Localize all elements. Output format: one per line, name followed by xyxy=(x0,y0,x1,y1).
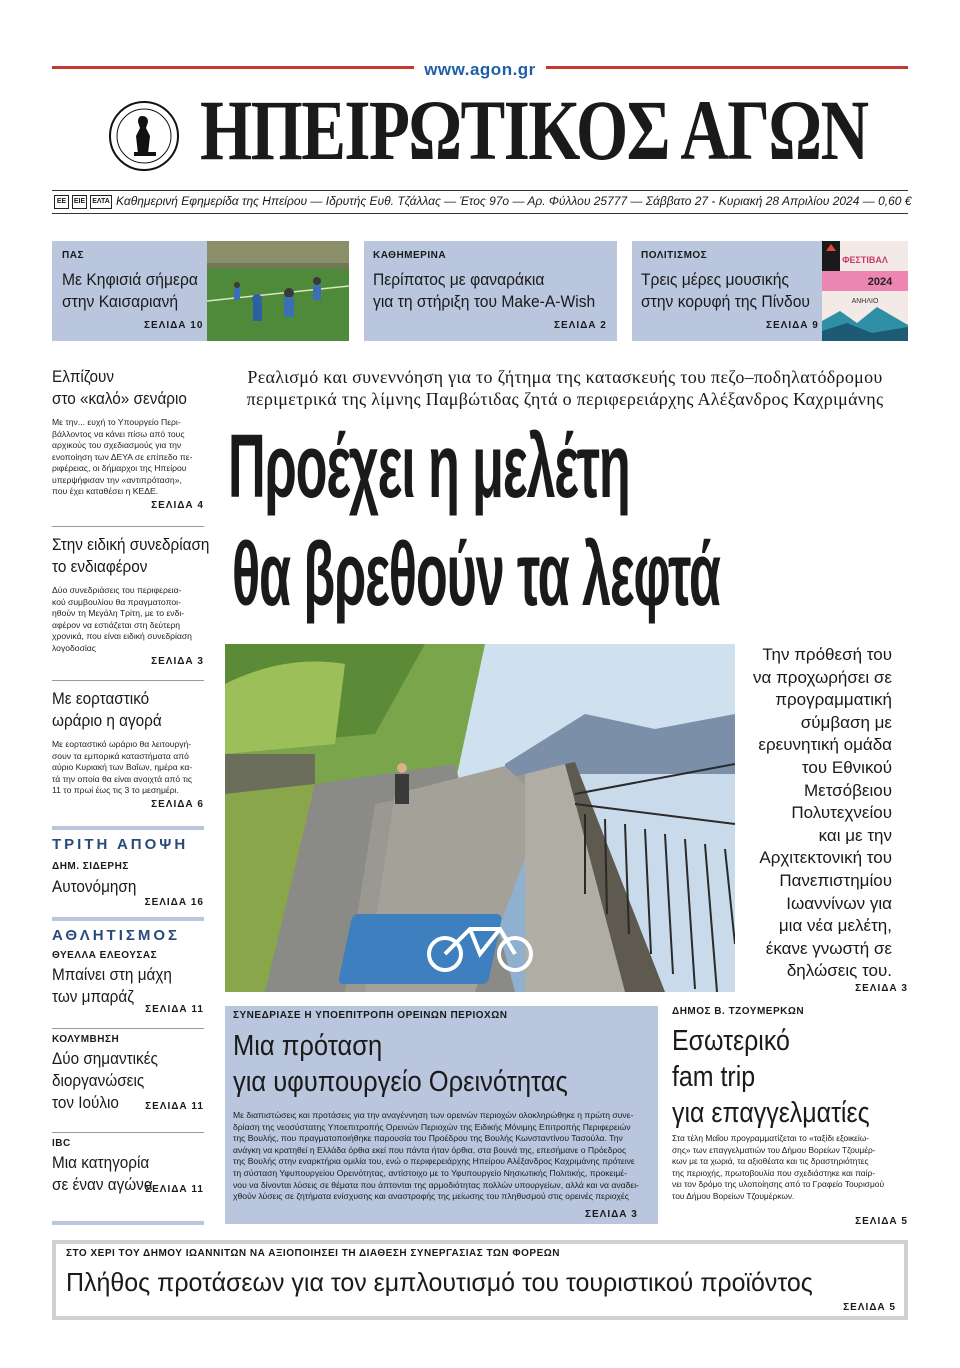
bottom-page-ref: ΣΕΛΙΔΑ 5 xyxy=(843,1302,896,1313)
sidebar-story-3[interactable] xyxy=(52,688,204,810)
opinion-title[interactable]: Αυτονόμηση xyxy=(52,877,137,896)
lead-deck: Ρεαλισμό και συνεννόηση για το ζήτημα της κατασκευής του πεζο–ποδηλατόδρομου περιμετρικά της λίμνης Παμβώτιδας ζητά ο περιφερειάρχης Αλέξανδρος Καχριμάνης xyxy=(246,367,884,409)
sports-item-1[interactable] xyxy=(52,950,204,1015)
sports-item-3[interactable] xyxy=(52,1138,204,1195)
story-body: Με την... ευχή το Υπουργείο Περι- βάλλοντος να κάνει πίσω από τους αρχικούς του σχεδιασμούς για την ενοποίηση των ΔΕΥΑ σε επίπεδο πε- ριφέρειας, οι δήμαρχοι της Ηπείρου υπερψήφισαν την «αντιπρόταση», που έχει καταθέσει η ΚΕΔΕ. xyxy=(52,417,193,496)
section-bar xyxy=(52,917,204,921)
lead-side-text: Την πρόθεσή του να προχωρήσει σε προγραμματική σύμβαση με ερευνητική ομάδα του Εθνικού Μετσόβειου Πολυτεχνείου και με την Αρχιτεκτονική του Πανεπιστημίου Ιωαννίνων για μια νέα μελέτη, έκανε γνωστή σε δηλώσεις του. xyxy=(753,645,892,981)
sports-title-line: Δύο σημαντικές xyxy=(52,1049,158,1068)
story-title-line: Στην ειδική συνεδρίαση xyxy=(52,535,210,554)
teaser-politismos[interactable] xyxy=(632,241,908,341)
masthead-title: ΗΠΕΙΡΩΤΙΚΟΣ ΑΓΩΝ xyxy=(200,82,868,178)
sports-page-ref: ΣΕΛΙΔΑ 11 xyxy=(145,1184,204,1195)
mountain-kicker: ΣΥΝΕΔΡΙΑΣΕ Η ΥΠΟΕΠΙΤΡΟΠΗ ΟΡΕΙΝΩΝ ΠΕΡΙΟΧΩΝ xyxy=(233,1010,508,1021)
football-training-photo xyxy=(207,241,349,341)
section-title-sports: ΑΘΛΗΤΙΣΜΟΣ xyxy=(52,927,181,944)
bottom-story-box[interactable] xyxy=(52,1240,908,1320)
story-title-line: Ελπίζουν xyxy=(52,367,115,386)
sports-title-line: τον Ιούλιο xyxy=(52,1093,119,1112)
member-logos xyxy=(54,195,112,209)
bottom-kicker: ΣΤΟ ΧΕΡΙ ΤΟΥ ΔΗΜΟΥ ΙΩΑΝΝΙΤΩΝ ΝΑ ΑΞΙΟΠΟΙΗΣΕΙ ΤΗ ΔΙΑΘΕΣΗ ΣΥΝΕΡΓΑΣΙΑΣ ΤΩΝ ΦΟΡΕΩΝ xyxy=(66,1248,560,1259)
teaser-page-ref: ΣΕΛΙΔΑ 10 xyxy=(144,320,204,331)
sports-title-line: Μπαίνει στη μάχη xyxy=(52,965,172,984)
section-bar xyxy=(52,1221,204,1225)
teaser-kicker: ΚΑΘΗΜΕΡΙΝΑ xyxy=(373,250,447,261)
tzoumerka-body: Στα τέλη Μαΐου προγραμματίζεται το «ταξίδι εξοικείω- σης» των επαγγελματιών του Δήμου Βορείων Τζουμέρ- κων με τα χωριά, τα αξιοθέατα και τις δραστηριότητες της περιοχής, πρωτοβουλία που σχεδιάστηκε και παίρ- νει τον δρόμο της υλοποίησης από το Γραφείο Τουρισμού του Δήμου Βορείων Τζουμέρκων. xyxy=(672,1133,885,1201)
sports-title-line: διοργανώσεις xyxy=(52,1071,145,1090)
lead-headline-line-1[interactable]: Προέχει η μελέτη xyxy=(228,417,630,517)
divider xyxy=(52,680,204,681)
festival-poster-image xyxy=(822,241,908,341)
divider xyxy=(52,1132,204,1133)
sports-title-line: σε έναν αγώνα xyxy=(52,1175,153,1194)
story-title-line: Με εορταστικό xyxy=(52,689,150,708)
sports-page-ref: ΣΕΛΙΔΑ 11 xyxy=(145,1101,204,1112)
lead-page-ref: ΣΕΛΙΔΑ 3 xyxy=(855,983,908,994)
teaser-title-line: για τη στήριξη του Make-A-Wish xyxy=(373,292,596,311)
sports-kicker: IBC xyxy=(52,1138,71,1149)
opinion-page-ref: ΣΕΛΙΔΑ 16 xyxy=(144,897,204,908)
divider xyxy=(52,1028,204,1029)
opinion-author: ΔΗΜ. ΣΙΔΕΡΗΣ xyxy=(52,861,129,872)
logo-badge-1: ΕΕ xyxy=(54,195,69,209)
sports-title-line: Μια κατηγορία xyxy=(52,1153,150,1172)
logo-badge-2: ΕΙΕ xyxy=(72,195,87,209)
story-page-ref: ΣΕΛΙΔΑ 4 xyxy=(151,499,204,511)
sports-kicker: ΚΟΛΥΜΒΗΣΗ xyxy=(52,1034,120,1045)
story-title-line: ωράριο η αγορά xyxy=(52,711,162,730)
poster-top: ΑΝΗΛΙΟ xyxy=(851,298,879,305)
teaser-kathimerina[interactable] xyxy=(364,241,617,341)
story-title-line: το ενδιαφέρον xyxy=(52,557,148,576)
teaser-kicker: ΠΟΛΙΤΙΣΜΟΣ xyxy=(641,250,708,261)
story-page-ref: ΣΕΛΙΔΑ 3 xyxy=(151,656,204,667)
issue-info-text: Καθημερινή Εφημερίδα της Ηπείρου — Ιδρυτής Ευθ. Τζάλλας — Έτος 97ο — Αρ. Φύλλου 25777 — Σάββατο 27 - Κυριακή 28 Απριλίου 2024 — 0,60 € xyxy=(116,194,912,208)
sidebar-story-1[interactable] xyxy=(52,366,204,511)
tzoumerka-kicker: ΔΗΜΟΣ Β. ΤΖΟΥΜΕΡΚΩΝ xyxy=(672,1006,805,1017)
teaser-page-ref: ΣΕΛΙΔΑ 2 xyxy=(554,320,607,331)
teaser-title-line: στην Καισαριανή xyxy=(62,292,179,311)
divider xyxy=(52,526,204,527)
sports-kicker: ΘΥΕΛΛΑ ΕΛΕΟΥΣΑΣ xyxy=(52,950,158,961)
lead-headline-line-2[interactable]: θα βρεθούν τα λεφτά xyxy=(232,525,720,625)
teaser-pas[interactable] xyxy=(52,241,349,341)
sports-title-line: των μπαράζ xyxy=(52,987,134,1006)
teaser-title-line: Τρεις μέρες μουσικής xyxy=(641,270,789,289)
sidebar-story-2[interactable] xyxy=(52,534,210,667)
story-title-line: στο «καλό» σενάριο xyxy=(52,389,187,408)
story-page-ref: ΣΕΛΙΔΑ 6 xyxy=(151,798,204,810)
teaser-kicker: ΠΑΣ xyxy=(62,250,84,261)
newspaper-seal-logo xyxy=(108,100,180,172)
teaser-page-ref: ΣΕΛΙΔΑ 9 xyxy=(766,320,819,331)
bottom-title: Πλήθος προτάσεων για τον εμπλουτισμό του τουριστικού προϊόντος xyxy=(66,1267,813,1297)
tzoumerka-page-ref: ΣΕΛΙΔΑ 5 xyxy=(855,1216,908,1227)
lake-bike-path-photo xyxy=(225,644,735,992)
teaser-title-line: στην κορυφή της Πίνδου xyxy=(641,292,810,311)
mountain-story-box[interactable] xyxy=(225,1006,658,1224)
mountain-page-ref: ΣΕΛΙΔΑ 3 xyxy=(585,1209,638,1220)
tzoumerka-title: Εσωτερικό fam trip για επαγγελματίες xyxy=(672,1025,870,1129)
mountain-title: Μια πρόταση για υφυπουργείο Ορεινότητας xyxy=(233,1030,568,1098)
section-title-opinion: ΤΡΙΤΗ ΑΠΟΨΗ xyxy=(52,836,189,853)
section-bar xyxy=(52,826,204,830)
poster-text: ΦΕΣΤΙΒΑΛ xyxy=(842,255,888,265)
logo-badge-elta: ΕΛΤΑ xyxy=(90,195,112,209)
sports-page-ref: ΣΕΛΙΔΑ 11 xyxy=(145,1004,204,1015)
issue-info-bar xyxy=(52,190,912,214)
mountain-body: Με διαπιστώσεις και προτάσεις για την αναγέννηση των ορεινών περιοχών ολοκληρώθηκε η πρώτη συνε- δρίαση της νεοσύστατης Υποεπιτροπής Ορεινών Περιοχών της Ειδικής Μόνιμης Επιτροπής Περιφερειών της Βουλής, που πραγματοποιήθηκε παρουσία του Προέδρου της Βουλής Κωνσταντίνου Τασούλα. Την ανάγκη να κρατηθεί η Ελλάδα όρθια εκεί που πάντα ήταν όρθια, στα βουνά της, επεσήμανε ο Πρόεδρος της Βουλής στην εναρκτήρια ομιλία του, ενώ ο περιφερειάρχης Ηπείρου Αλέξανδρος Καχριμάνης πρότεινε τη σύσταση Υφυπουργείου Ορεινότητας, αντίστοιχο με το Υφυπουργείο Νησιωτικής Πολιτικής, προκειμέ- νου να δίνονται λύσεις σε θέματα που άπτονται της αρμοδιότητας πολλών υπουργείων, αλλά και να αναδει- χθούν λύσεις σε ζητήματα ενίσχυσης και αναστροφής της μείωσης του πληθυσμού στις ορεινές περιοχές xyxy=(233,1110,640,1202)
sports-item-2[interactable] xyxy=(52,1034,204,1112)
story-body: Με εορταστικό ωράριο θα λειτουργή- σουν τα εμπορικά καταστήματα από αύριο Κυριακή των Βαΐων, ημέρα κα- τά την οποία θα είναι ανοιχτά από τις 11 το πρωί έως τις 3 το μεσημέρι. xyxy=(52,739,193,795)
story-body: Δύο συνεδριάσεις του περιφερεια- κού συμβουλίου θα πραγματοποι- ηθούν τη Μεγάλη Τρίτη, με το ενδι- αφέρον να εστιάζεται στη δεύτερη χρονικά, που είναι ειδική συνεδρίαση λογοδοσίας xyxy=(52,585,192,653)
teaser-title-line: Περίπατος με φαναράκια xyxy=(373,270,545,289)
teaser-title-line: Με Κηφισιά σήμερα xyxy=(62,270,198,289)
tzoumerka-story[interactable] xyxy=(672,1006,908,1230)
website-url[interactable]: www.agon.gr xyxy=(0,60,960,80)
poster-year: 2024 xyxy=(867,276,893,288)
